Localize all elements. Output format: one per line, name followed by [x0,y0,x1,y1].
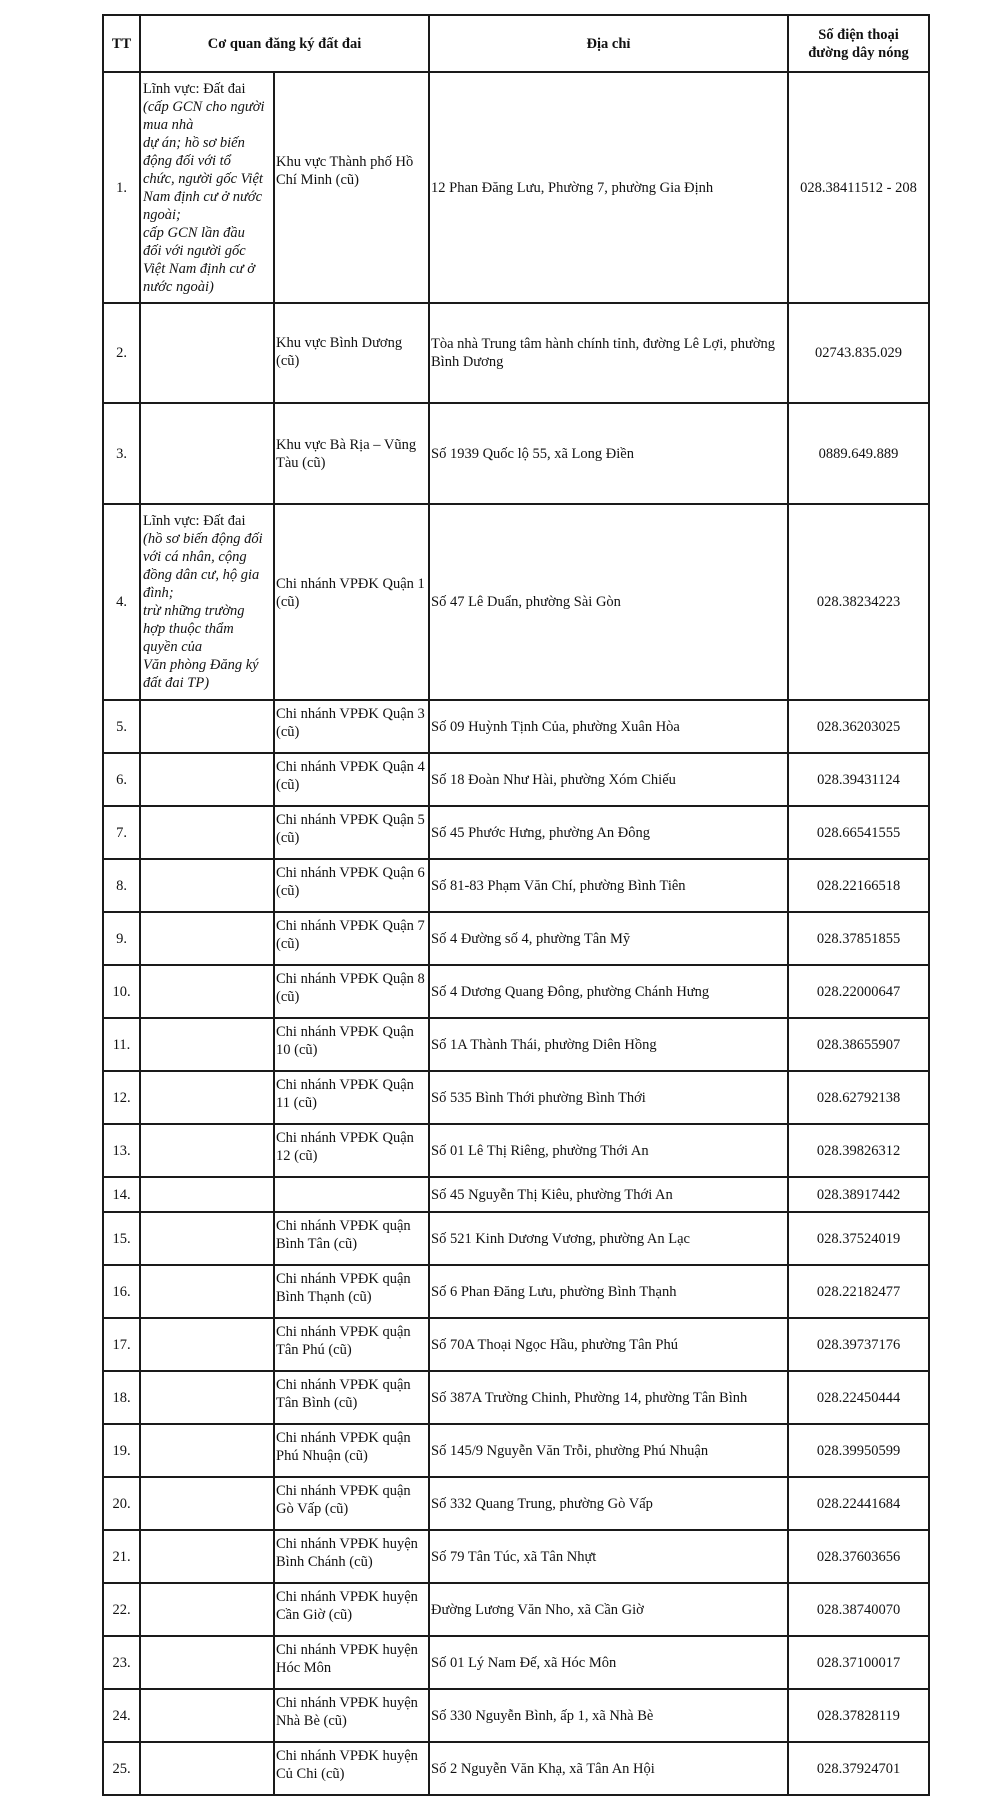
table-row [103,1530,929,1583]
hotline-number: 028.39826312 [788,1124,929,1177]
field-group-cell-empty [140,912,274,965]
row-number: 19. [103,1424,140,1477]
field-group-line: Việt Nam định cư ở [143,261,256,277]
office-name: Chi nhánh VPĐK quận Bình Tân (cũ) [274,1212,429,1265]
hotline-number: 028.62792138 [788,1071,929,1124]
field-group-cell-empty [140,1071,274,1124]
table-row [103,504,929,700]
table-row [103,1689,929,1742]
row-number: 3. [103,403,140,504]
field-group-line: quyền của [143,639,203,655]
table-row [103,1212,929,1265]
hotline-number: 028.22441684 [788,1477,929,1530]
table-row [103,72,929,303]
hotline-number: 028.37924701 [788,1742,929,1795]
hotline-number: 028.38917442 [788,1177,929,1212]
hotline-number: 028.37524019 [788,1212,929,1265]
office-name: Chi nhánh VPĐK quận Phú Nhuận (cũ) [274,1424,429,1477]
field-group-line: cấp GCN lần đầu [143,225,245,241]
address: Số 09 Huỳnh Tịnh Của, phường Xuân Hòa [429,700,788,753]
field-group-line: nước ngoài) [143,279,214,295]
hotline-number: 028.38740070 [788,1583,929,1636]
office-name: Chi nhánh VPĐK Quận 4 (cũ) [274,753,429,806]
row-number: 20. [103,1477,140,1530]
row-number: 25. [103,1742,140,1795]
address: Số 81-83 Phạm Văn Chí, phường Bình Tiên [429,859,788,912]
row-number: 4. [103,504,140,700]
field-group-cell-empty [140,700,274,753]
row-number: 12. [103,1071,140,1124]
office-name: Chi nhánh VPĐK Quận 6 (cũ) [274,859,429,912]
field-group-line: mua nhà [143,117,194,133]
row-number: 8. [103,859,140,912]
table-row [103,912,929,965]
address: Số 01 Lý Nam Đế, xã Hóc Môn [429,1636,788,1689]
office-name: Chi nhánh VPĐK Quận 12 (cũ) [274,1124,429,1177]
field-group-line: trừ những trường [143,603,245,619]
table-row [103,303,929,403]
hotline-number: 028.39431124 [788,753,929,806]
land-registration-offices-table [102,14,930,1796]
field-group-cell-empty [140,1212,274,1265]
address: Số 2 Nguyễn Văn Khạ, xã Tân An Hội [429,1742,788,1795]
hotline-number: 028.39950599 [788,1424,929,1477]
row-number: 1. [103,72,140,303]
field-group-label: Lĩnh vực: Đất đai [143,513,246,529]
hotline-number: 028.38655907 [788,1018,929,1071]
address: Số 521 Kinh Dương Vương, phường An Lạc [429,1212,788,1265]
table-row [103,403,929,504]
field-group-cell-empty [140,1742,274,1795]
table-row [103,1424,929,1477]
row-number: 13. [103,1124,140,1177]
field-group-cell-empty [140,303,274,403]
address: Số 535 Bình Thới phường Bình Thới [429,1071,788,1124]
address: Số 1A Thành Thái, phường Diên Hồng [429,1018,788,1071]
field-group-line: dự án; hồ sơ biến [143,135,245,151]
row-number: 2. [103,303,140,403]
hotline-number: 028.37851855 [788,912,929,965]
table-row [103,1636,929,1689]
office-name: Khu vực Thành phố Hồ Chí Minh (cũ) [274,72,429,303]
table-row [103,1583,929,1636]
table-row [103,1018,929,1071]
header-address: Địa chỉ [429,15,788,72]
address: Tòa nhà Trung tâm hành chính tỉnh, đường Lê Lợi, phường Bình Dương [429,303,788,403]
row-number: 16. [103,1265,140,1318]
field-group-cell [140,72,274,303]
office-name: Chi nhánh VPĐK huyện Nhà Bè (cũ) [274,1689,429,1742]
row-number: 15. [103,1212,140,1265]
field-group-cell-empty [140,1689,274,1742]
office-name: Chi nhánh VPĐK Quận 11 (cũ) [274,1071,429,1124]
office-name: Chi nhánh VPĐK Quận 3 (cũ) [274,700,429,753]
table-row [103,1177,929,1212]
office-name: Chi nhánh VPĐK quận Gò Vấp (cũ) [274,1477,429,1530]
field-group-cell-empty [140,1477,274,1530]
office-name: Khu vực Bình Dương (cũ) [274,303,429,403]
address: Đường Lương Văn Nho, xã Cần Giờ [429,1583,788,1636]
header-agency: Cơ quan đăng ký đất đai [140,15,429,72]
address: Số 6 Phan Đăng Lưu, phường Bình Thạnh [429,1265,788,1318]
address: Số 18 Đoàn Như Hài, phường Xóm Chiếu [429,753,788,806]
header-hotline: Số điện thoại đường dây nóng [788,15,929,72]
field-group-cell-empty [140,1530,274,1583]
office-name: Chi nhánh VPĐK huyện Cần Giờ (cũ) [274,1583,429,1636]
field-group-cell-empty [140,1265,274,1318]
office-name: Chi nhánh VPĐK quận Tân Bình (cũ) [274,1371,429,1424]
hotline-number: 0889.649.889 [788,403,929,504]
field-group-line: hợp thuộc thẩm [143,621,234,637]
table-row [103,1318,929,1371]
address: Số 70A Thoại Ngọc Hầu, phường Tân Phú [429,1318,788,1371]
table-row [103,1371,929,1424]
address: Số 79 Tân Túc, xã Tân Nhựt [429,1530,788,1583]
table-row [103,1477,929,1530]
hotline-number: 028.22166518 [788,859,929,912]
table-body [103,72,929,1795]
row-number: 9. [103,912,140,965]
field-group-cell-empty [140,1318,274,1371]
table-row [103,806,929,859]
address: Số 4 Dương Quang Đông, phường Chánh Hưng [429,965,788,1018]
office-name: Khu vực Bà Rịa – Vũng Tàu (cũ) [274,403,429,504]
row-number: 24. [103,1689,140,1742]
field-group-cell-empty [140,403,274,504]
address: Số 387A Trường Chinh, Phường 14, phường Tân Bình [429,1371,788,1424]
table-row [103,1071,929,1124]
field-group-label: Lĩnh vực: Đất đai [143,81,246,97]
document-sheet [102,14,928,1796]
field-group-cell-empty [140,1583,274,1636]
address: Số 332 Quang Trung, phường Gò Vấp [429,1477,788,1530]
office-name: Chi nhánh VPĐK huyện Bình Chánh (cũ) [274,1530,429,1583]
row-number: 7. [103,806,140,859]
office-name: Chi nhánh VPĐK quận Bình Thạnh (cũ) [274,1265,429,1318]
hotline-number: 028.22450444 [788,1371,929,1424]
address: Số 47 Lê Duẩn, phường Sài Gòn [429,504,788,700]
field-group-cell-empty [140,1636,274,1689]
office-name [274,1177,429,1212]
address: Số 145/9 Nguyễn Văn Trỗi, phường Phú Nhuận [429,1424,788,1477]
field-group-cell [140,504,274,700]
field-group-cell-empty [140,965,274,1018]
table-row [103,1742,929,1795]
table-row [103,1124,929,1177]
row-number: 10. [103,965,140,1018]
address: Số 45 Nguyễn Thị Kiêu, phường Thới An [429,1177,788,1212]
office-name: Chi nhánh VPĐK Quận 5 (cũ) [274,806,429,859]
table-row [103,965,929,1018]
field-group-line: đối với người gốc [143,243,246,259]
field-group-cell-empty [140,1371,274,1424]
hotline-number: 028.39737176 [788,1318,929,1371]
field-group-line: với cá nhân, cộng [143,549,247,565]
row-number: 18. [103,1371,140,1424]
office-name: Chi nhánh VPĐK huyện Hóc Môn [274,1636,429,1689]
hotline-number: 028.37828119 [788,1689,929,1742]
address: Số 01 Lê Thị Riêng, phường Thới An [429,1124,788,1177]
field-group-cell-empty [140,1177,274,1212]
hotline-number: 02743.835.029 [788,303,929,403]
row-number: 5. [103,700,140,753]
hotline-number: 028.66541555 [788,806,929,859]
office-name: Chi nhánh VPĐK Quận 8 (cũ) [274,965,429,1018]
field-group-line: động đối với tổ [143,153,231,169]
field-group-cell-empty [140,1124,274,1177]
field-group-cell-empty [140,753,274,806]
row-number: 14. [103,1177,140,1212]
office-name: Chi nhánh VPĐK Quận 10 (cũ) [274,1018,429,1071]
office-name: Chi nhánh VPĐK Quận 7 (cũ) [274,912,429,965]
header-tt: TT [103,15,140,72]
field-group-cell-empty [140,806,274,859]
field-group-line: (hồ sơ biến động đối [143,531,263,547]
office-name: Chi nhánh VPĐK Quận 1 (cũ) [274,504,429,700]
address: Số 1939 Quốc lộ 55, xã Long Điền [429,403,788,504]
address: Số 330 Nguyễn Bình, ấp 1, xã Nhà Bè [429,1689,788,1742]
hotline-number: 028.22000647 [788,965,929,1018]
row-number: 23. [103,1636,140,1689]
hotline-number: 028.37100017 [788,1636,929,1689]
field-group-line: Nam định cư ở nước [143,189,263,205]
office-name: Chi nhánh VPĐK quận Tân Phú (cũ) [274,1318,429,1371]
row-number: 11. [103,1018,140,1071]
field-group-line: chức, người gốc Việt [143,171,263,187]
field-group-cell-empty [140,1424,274,1477]
row-number: 17. [103,1318,140,1371]
row-number: 21. [103,1530,140,1583]
address: Số 4 Đường số 4, phường Tân Mỹ [429,912,788,965]
hotline-number: 028.22182477 [788,1265,929,1318]
field-group-line: đồng dân cư, hộ gia [143,567,260,583]
field-group-line: ngoài; [143,207,181,223]
table-row [103,753,929,806]
hotline-number: 028.36203025 [788,700,929,753]
hotline-number: 028.37603656 [788,1530,929,1583]
row-number: 22. [103,1583,140,1636]
row-number: 6. [103,753,140,806]
hotline-number: 028.38411512 - 208 [788,72,929,303]
field-group-line: đình; [143,585,174,601]
table-row [103,1265,929,1318]
field-group-line: (cấp GCN cho người [143,99,265,115]
office-name: Chi nhánh VPĐK huyện Củ Chi (cũ) [274,1742,429,1795]
header-row [103,15,929,72]
address: 12 Phan Đăng Lưu, Phường 7, phường Gia Định [429,72,788,303]
table-row [103,859,929,912]
address: Số 45 Phước Hưng, phường An Đông [429,806,788,859]
hotline-number: 028.38234223 [788,504,929,700]
field-group-cell-empty [140,1018,274,1071]
field-group-line: đất đai TP) [143,675,210,691]
field-group-line: Văn phòng Đăng ký [143,657,259,673]
table-row [103,700,929,753]
field-group-cell-empty [140,859,274,912]
